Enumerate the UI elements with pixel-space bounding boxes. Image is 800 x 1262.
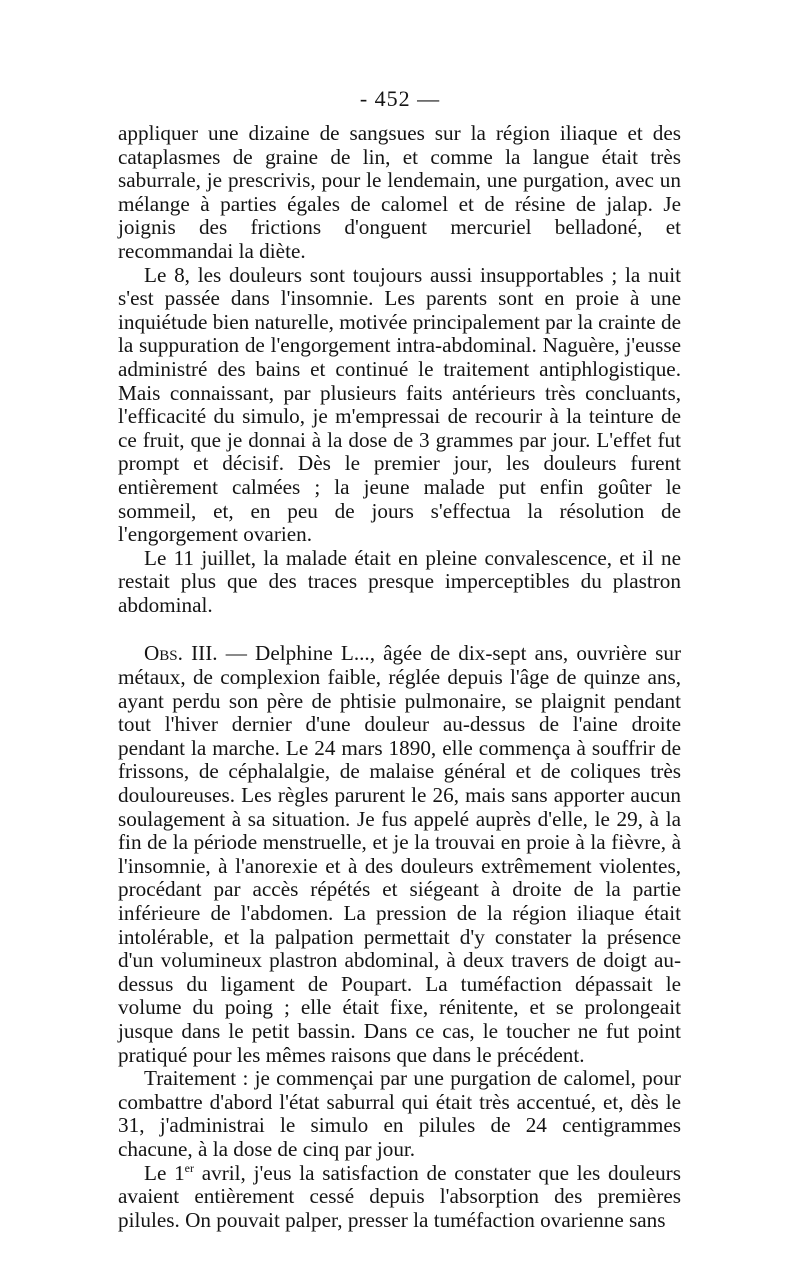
paragraph-le-1er-avril <box>118 1162 681 1233</box>
page-number: - 452 — <box>359 86 441 111</box>
observation-text: III. — Delphine L..., âgée de dix-sept ans, ouvrière sur métaux, de complexion faible, réglée depuis l'âge de quinze ans, ayant perdu son père de phtisie pulmonaire, se plaignit pendant tout l'hiver dernier d'une douleur au-dessus de l'aine droite pendant la marche. Le 24 mars 1890, elle commença à souffrir de frissons, de céphalalgie, de malaise général et de coliques très douloureuses. Les règles parurent le 26, mais sans apporter aucun soulagement à sa situation. Je fus appelé auprès d'elle, le 29, à la fin de la période menstruelle, et je la trouvai en proie à la fièvre, à l'insomnie, à l'anorexie et à des douleurs extrêmement violentes, procédant par accès répétés et siégeant à droite de la partie inférieure de l'abdomen. La pression de la région iliaque était intolérable, et la palpation permettait d'y constater la présence d'un volumineux plastron abdominal, à deux travers de doigt au-dessus du ligament de Poupart. La tuméfaction dépassait le volume du poing ; elle était fixe, rénitente, et se prolongeait jusque dans le petit bassin. Dans ce cas, le toucher ne fut point pratiqué pour les mêmes raisons que dans le précédent. <box>118 641 681 1067</box>
date-prefix: Le 1 <box>144 1160 185 1185</box>
body-text <box>118 122 681 1232</box>
observation-label: Obs. <box>144 641 183 666</box>
paragraph-le-8: Le 8, les douleurs sont toujours aussi insupportables ; la nuit s'est passée dans l'insomnie. Les parents sont en proie à une inquiétude bien naturelle, motivée principalement par la crainte de la suppuration de l'engorgement intra-abdominal. Naguère, j'eusse administré des bains et continué le traitement antiphlogistique. Mais connaissant, par plusieurs faits antérieurs très concluants, l'efficacité du simulo, je m'empressai de recourir à la teinture de ce fruit, que je donnai à la dose de 3 grammes par jour. L'effet fut prompt et décisif. Dès le premier jour, les douleurs furent entièrement calmées ; la jeune malade put enfin goûter le sommeil, et, en peu de jours s'effectua la résolution de l'engorgement ovarien. <box>118 262 681 547</box>
paragraph-observation-iii <box>118 642 681 1067</box>
paragraph-continuation: appliquer une dizaine de sangsues sur la région iliaque et des cataplasmes de graine de lin, et comme la langue était très saburrale, je prescrivis, pour le lendemain, une purgation, avec un mélange à parties égales de calomel et de résine de jalap. Je joignis des frictions d'onguent mercuriel belladoné, et recommandai la diète. <box>118 121 681 263</box>
date-superscript: er <box>184 1160 194 1175</box>
paragraph-traitement: Traitement : je commençai par une purgation de calomel, pour combattre d'abord l'état saburral qui était très accentué, et, dès le 31, j'administrai le simulo en pilules de 24 centigrammes chacune, à la dose de cinq par jour. <box>118 1066 681 1161</box>
paragraph-le-11-juillet: Le 11 juillet, la malade était en pleine convalescence, et il ne restait plus que des traces presque imperceptibles du plastron abdominal. <box>118 545 681 617</box>
paragraph-text: avril, j'eus la satisfaction de constater que les douleurs avaient entièrement cessé depuis l'absorption des premières pilules. On pouvait palper, presser la tuméfaction ovarienne sans <box>118 1160 681 1232</box>
